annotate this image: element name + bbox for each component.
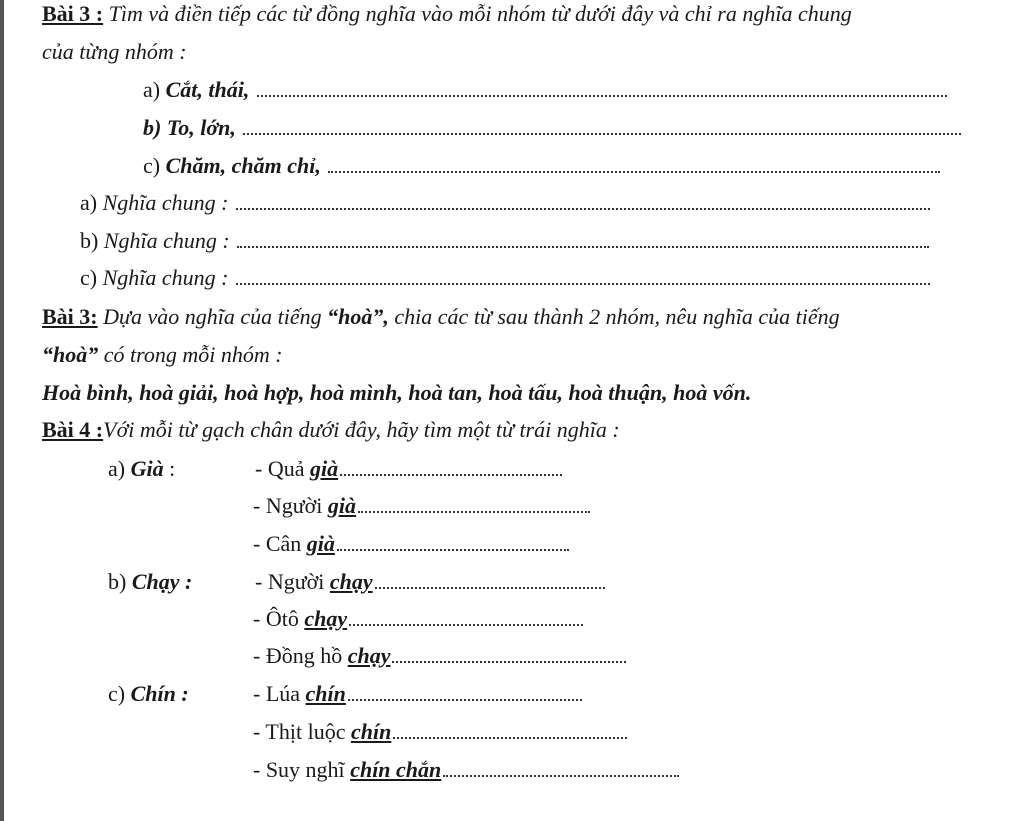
ex3b-line-1 (42, 303, 840, 331)
ex4-heading: Bài 4 : (42, 417, 104, 442)
fill-line (375, 587, 605, 589)
underlined-word: chạy (329, 569, 373, 594)
underlined-word: chín (305, 681, 346, 706)
fill-line (243, 133, 961, 135)
fill-line (340, 474, 562, 476)
ex3a-instruction-cont: của từng nhóm : (42, 39, 187, 64)
fill-line (443, 775, 679, 777)
group-text: Chăm, chăm chỉ, (165, 153, 321, 178)
ex4-c-item-3 (253, 756, 679, 784)
ex3a-meaning-c (80, 264, 930, 292)
group-label: a) (143, 77, 161, 102)
ex3b-word-list: Hoà bình, hoà giải, hoà hợp, hoà mình, hoà tan, hoà tấu, hoà thuận, hoà vốn. (42, 380, 752, 405)
group-colon: : (175, 681, 189, 706)
group-text: To, lớn, (166, 115, 236, 140)
fill-line (392, 661, 626, 663)
group-label: b) (108, 569, 132, 594)
ex3b-instruction-post: chia các từ sau thành 2 nhóm, nêu nghĩa của tiếng (388, 304, 840, 329)
underlined-word: già (306, 531, 335, 556)
ex3a-instruction: Tìm và điền tiếp các từ đồng nghĩa vào mỗi nhóm từ dưới đây và chỉ ra nghĩa chung (108, 1, 852, 26)
group-word: Chạy (131, 569, 180, 594)
item-prefix: - Quả (255, 456, 310, 481)
ex3b-keyword: “hoà”, (327, 304, 389, 329)
meaning-label: b) (80, 228, 99, 253)
group-word: Già (130, 456, 164, 481)
fill-line (328, 171, 940, 173)
item-prefix: - Người (253, 493, 328, 518)
item-prefix: - Cân (253, 531, 307, 556)
group-label: b) (143, 115, 162, 140)
ex4-group-c-label (108, 680, 189, 708)
ex3a-meaning-a (80, 189, 930, 217)
ex4-a-item-3 (253, 530, 569, 558)
fill-line (237, 246, 929, 248)
ex3a-line-1 (42, 0, 852, 28)
underlined-word: chạy (347, 643, 391, 668)
fill-line (236, 283, 930, 285)
fill-line (236, 208, 930, 210)
ex3b-instruction: Dựa vào nghĩa của tiếng (97, 304, 328, 329)
meaning-text: Nghĩa chung : (102, 190, 229, 215)
item-prefix: - Người (255, 569, 330, 594)
item-prefix: - Đồng hồ (253, 643, 348, 668)
ex3a-group-b (143, 114, 961, 142)
fill-line (358, 511, 590, 513)
ex3b-instruction-2: có trong mỗi nhóm : (98, 342, 283, 367)
ex3a-group-c (143, 152, 940, 180)
ex4-group-a-label (108, 455, 175, 483)
item-prefix: - Lúa (253, 681, 306, 706)
meaning-text: Nghĩa chung : (103, 228, 230, 253)
ex4-c-item-1 (253, 680, 582, 708)
ex4-b-item-2 (253, 605, 583, 633)
ex3b-keyword-2: “hoà” (42, 342, 99, 367)
page-border (0, 0, 4, 821)
fill-line (348, 699, 582, 701)
ex4-a-item-1 (255, 455, 562, 483)
group-colon: : (163, 456, 176, 481)
item-prefix: - Suy nghĩ (253, 757, 351, 782)
ex4-instruction: Với mỗi từ gạch chân dưới đây, hãy tìm một từ trái nghĩa : (103, 417, 620, 442)
fill-line (393, 737, 627, 739)
ex4-a-item-2 (253, 492, 590, 520)
item-prefix: - Ôtô (253, 606, 305, 631)
group-text: Cắt, thái, (165, 77, 250, 102)
meaning-text: Nghĩa chung : (102, 265, 229, 290)
meaning-label: c) (80, 265, 98, 290)
group-label: a) (108, 456, 131, 481)
ex3a-group-a (143, 76, 947, 104)
fill-line (257, 95, 947, 97)
underlined-word: chín chắn (350, 757, 442, 782)
underlined-word: chạy (304, 606, 348, 631)
ex4-line-1 (42, 416, 620, 444)
ex4-c-item-2 (253, 718, 627, 746)
ex3b-heading: Bài 3: (42, 304, 98, 329)
group-label: c) (143, 153, 161, 178)
underlined-word: già (327, 493, 357, 518)
group-word: Chín (130, 681, 176, 706)
group-label: c) (108, 681, 131, 706)
ex4-group-b-label (108, 568, 192, 596)
underlined-word: chín (350, 719, 392, 744)
group-colon: : (179, 569, 193, 594)
meaning-label: a) (80, 190, 98, 215)
item-prefix: - Thịt luộc (253, 719, 351, 744)
fill-line (349, 624, 583, 626)
ex3b-line-2 (42, 341, 283, 369)
ex4-b-item-1 (255, 568, 605, 596)
underlined-word: già (309, 456, 339, 481)
fill-line (337, 549, 569, 551)
ex3a-heading: Bài 3 : (42, 1, 104, 26)
ex3a-meaning-b (80, 227, 929, 255)
ex4-b-item-3 (253, 642, 626, 670)
